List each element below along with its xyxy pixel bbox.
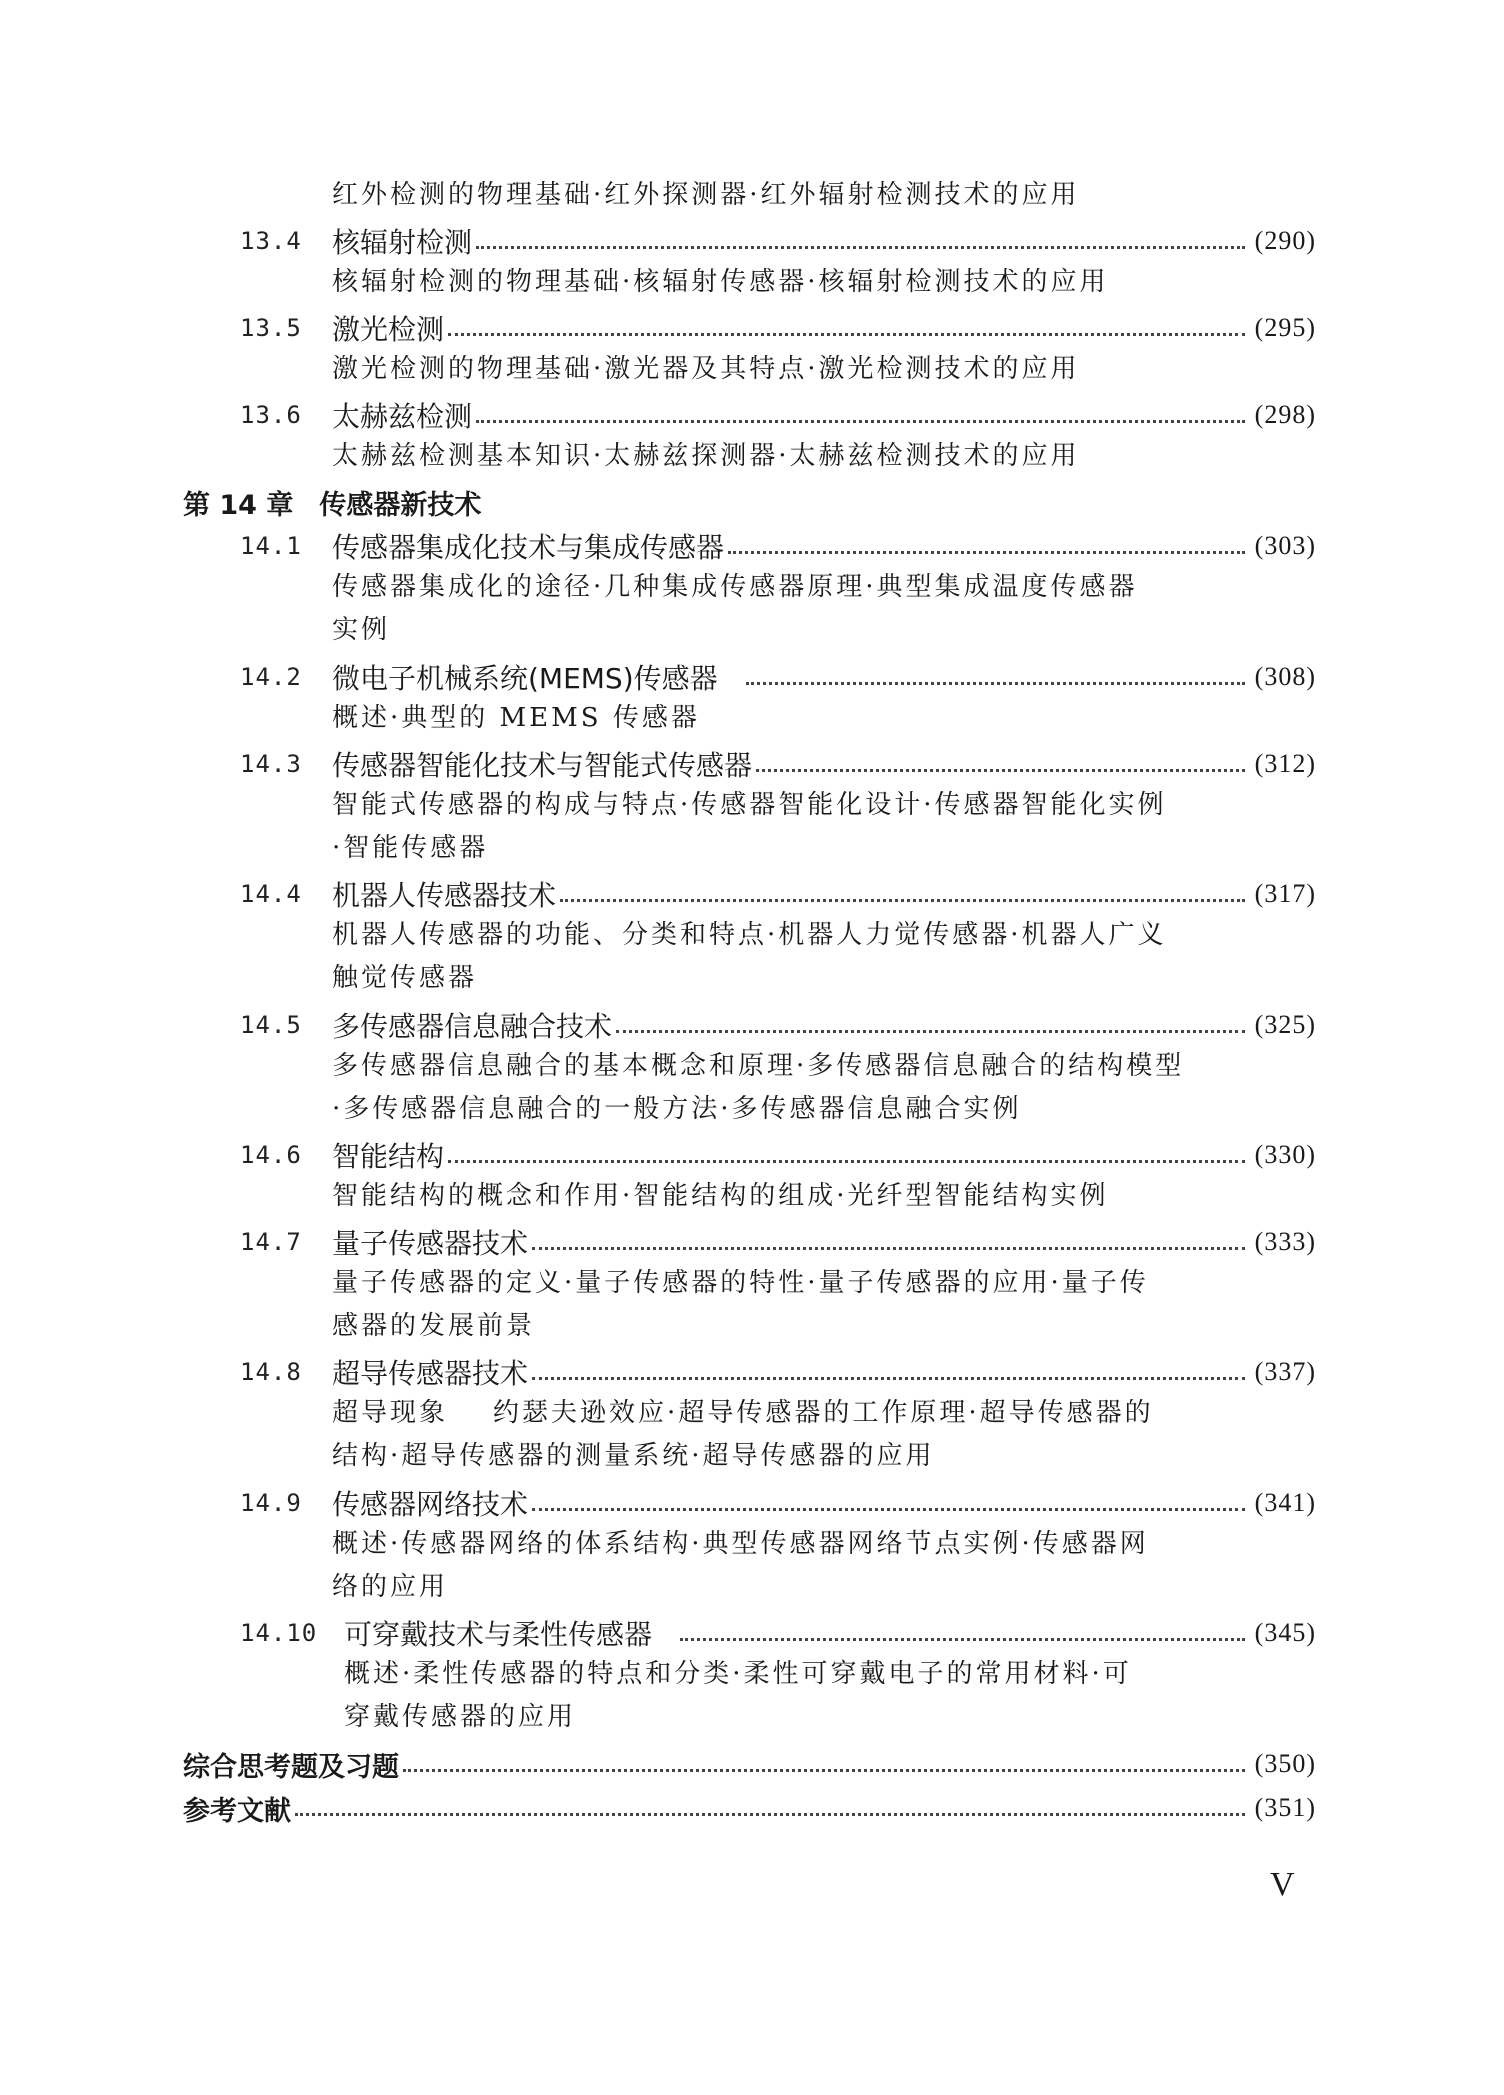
toc-entry-14-1[interactable] [240,526,1316,566]
dot-leader [476,246,1245,249]
page-number: (341) [1254,1488,1316,1517]
toc-entry-13-6[interactable] [240,395,1316,435]
description-line: 概述·传感器网络的体系结构·典型传感器网络节点实例·传感器网 [332,1529,1149,1559]
section-title: 核辐射检测 [332,226,473,259]
section-description [332,914,1212,1000]
page-number: (317) [1254,879,1316,908]
section-number: 14.3 [240,750,302,778]
description-line: 感器的发展前景 [332,1311,536,1341]
section-description [332,174,1212,217]
description-line: 核辐射检测的物理基础·核辐射传感器·核辐射检测技术的应用 [332,267,1109,297]
section-description [332,566,1212,652]
description-line: ·多传感器信息融合的一般方法·多传感器信息融合实例 [332,1094,1022,1124]
dot-leader [746,682,1245,685]
dot-leader [532,1508,1245,1511]
chapter-title: 传感器新技术 [319,489,482,521]
page-number: (308) [1254,662,1316,691]
description-line: 多传感器信息融合的基本概念和原理·多传感器信息融合的结构模型 [332,1051,1185,1081]
description-line: 机器人传感器的功能、分类和特点·机器人力觉传感器·机器人广义 [332,920,1167,950]
description-line: 激光检测的物理基础·激光器及其特点·激光检测技术的应用 [332,354,1080,384]
page-number: (330) [1254,1140,1316,1169]
toc-entry-14-7[interactable] [240,1222,1316,1262]
section-title: 传感器集成化技术与集成传感器 [332,531,725,564]
description-line: 触觉传感器 [332,963,478,993]
description-line: 概述·典型的 MEMS 传感器 [332,703,700,733]
page-number: (333) [1254,1227,1316,1256]
section-description [332,348,1212,391]
dot-leader [560,899,1245,902]
section-number: 13.5 [240,314,302,342]
section-number: 14.7 [240,1228,302,1256]
section-description [332,435,1212,478]
chapter-heading[interactable] [183,482,481,522]
section-description [332,1392,1212,1478]
toc-entry-exercises[interactable] [183,1744,1316,1784]
section-description [332,1175,1212,1218]
description-line: 概述·柔性传感器的特点和分类·柔性可穿戴电子的常用材料·可 [344,1659,1132,1689]
section-number: 13.6 [240,401,302,429]
description-line: 实例 [332,615,391,645]
dot-leader [403,1769,1245,1772]
section-title: 智能结构 [332,1140,445,1173]
dot-leader [616,1030,1245,1033]
section-title: 机器人传感器技术 [332,879,557,912]
description-line: ·智能传感器 [332,833,489,863]
section-description [332,261,1212,304]
dot-leader [680,1638,1245,1641]
section-description [332,1045,1212,1131]
page-number: (345) [1254,1618,1316,1647]
section-title: 微电子机械系统(MEMS)传感器 [332,662,718,695]
description-line: 太赫兹检测基本知识·太赫兹探测器·太赫兹检测技术的应用 [332,441,1080,471]
section-number: 14.2 [240,663,302,691]
page-number: (312) [1254,749,1316,778]
section-title: 多传感器信息融合技术 [332,1010,613,1043]
page-number: (325) [1254,1010,1316,1039]
section-title: 激光检测 [332,313,445,346]
section-title: 传感器网络技术 [332,1488,529,1521]
description-line: 超导现象 约瑟夫逊效应·超导传感器的工作原理·超导传感器的 [332,1398,1154,1428]
toc-entry-14-2[interactable] [240,657,1316,697]
section-description [332,1523,1212,1609]
dot-leader [448,1160,1245,1163]
page-number: (351) [1254,1793,1316,1822]
section-number: 14.1 [240,532,302,560]
page-folio: V [1270,1866,1295,1903]
dot-leader [476,420,1245,423]
section-description [332,1262,1212,1348]
dot-leader [448,333,1245,336]
section-title: 量子传感器技术 [332,1227,529,1260]
entry-title: 参考文献 [183,1795,291,1827]
description-line: 智能式传感器的构成与特点·传感器智能化设计·传感器智能化实例 [332,790,1167,820]
section-number: 14.10 [240,1619,318,1647]
page-number: (295) [1254,313,1316,342]
section-number: 14.8 [240,1358,302,1386]
toc-entry-references[interactable] [183,1788,1316,1828]
page-number: (303) [1254,531,1316,560]
toc-entry-13-4[interactable] [240,221,1316,261]
toc-entry-14-6[interactable] [240,1135,1316,1175]
description-line: 结构·超导传感器的测量系统·超导传感器的应用 [332,1441,935,1471]
page-number: (290) [1254,226,1316,255]
page-number: (350) [1254,1749,1316,1778]
section-number: 14.5 [240,1011,302,1039]
section-description [332,697,1212,740]
toc-entry-13-5[interactable] [240,308,1316,348]
description-line: 量子传感器的定义·量子传感器的特性·量子传感器的应用·量子传 [332,1268,1149,1298]
section-description [344,1653,1224,1739]
chapter-label: 第 14 章 [183,489,294,521]
section-number: 13.4 [240,227,302,255]
description-line: 络的应用 [332,1572,449,1602]
description-line: 穿戴传感器的应用 [344,1702,577,1732]
section-number: 14.4 [240,880,302,908]
description-line: 智能结构的概念和作用·智能结构的组成·光纤型智能结构实例 [332,1181,1109,1211]
dot-leader [532,1247,1245,1250]
toc-entry-14-9[interactable] [240,1483,1316,1523]
dot-leader [728,551,1245,554]
toc-entry-14-8[interactable] [240,1352,1316,1392]
section-title: 传感器智能化技术与智能式传感器 [332,749,753,782]
section-title: 太赫兹检测 [332,400,473,433]
dot-leader [532,1377,1245,1380]
description-line: 红外检测的物理基础·红外探测器·红外辐射检测技术的应用 [332,180,1080,210]
section-number: 14.9 [240,1489,302,1517]
toc-entry-14-4[interactable] [240,874,1316,914]
dot-leader [295,1813,1245,1816]
section-description [332,784,1212,870]
entry-title: 综合思考题及习题 [183,1751,399,1783]
toc-entry-14-5[interactable] [240,1005,1316,1045]
toc-entry-14-10[interactable] [240,1613,1316,1653]
page-number: (337) [1254,1357,1316,1386]
description-line: 传感器集成化的途径·几种集成传感器原理·典型集成温度传感器 [332,572,1138,602]
dot-leader [756,769,1245,772]
section-title: 可穿戴技术与柔性传感器 [344,1618,653,1651]
section-title: 超导传感器技术 [332,1357,529,1390]
page-number: (298) [1254,400,1316,429]
toc-entry-14-3[interactable] [240,744,1316,784]
section-number: 14.6 [240,1141,302,1169]
